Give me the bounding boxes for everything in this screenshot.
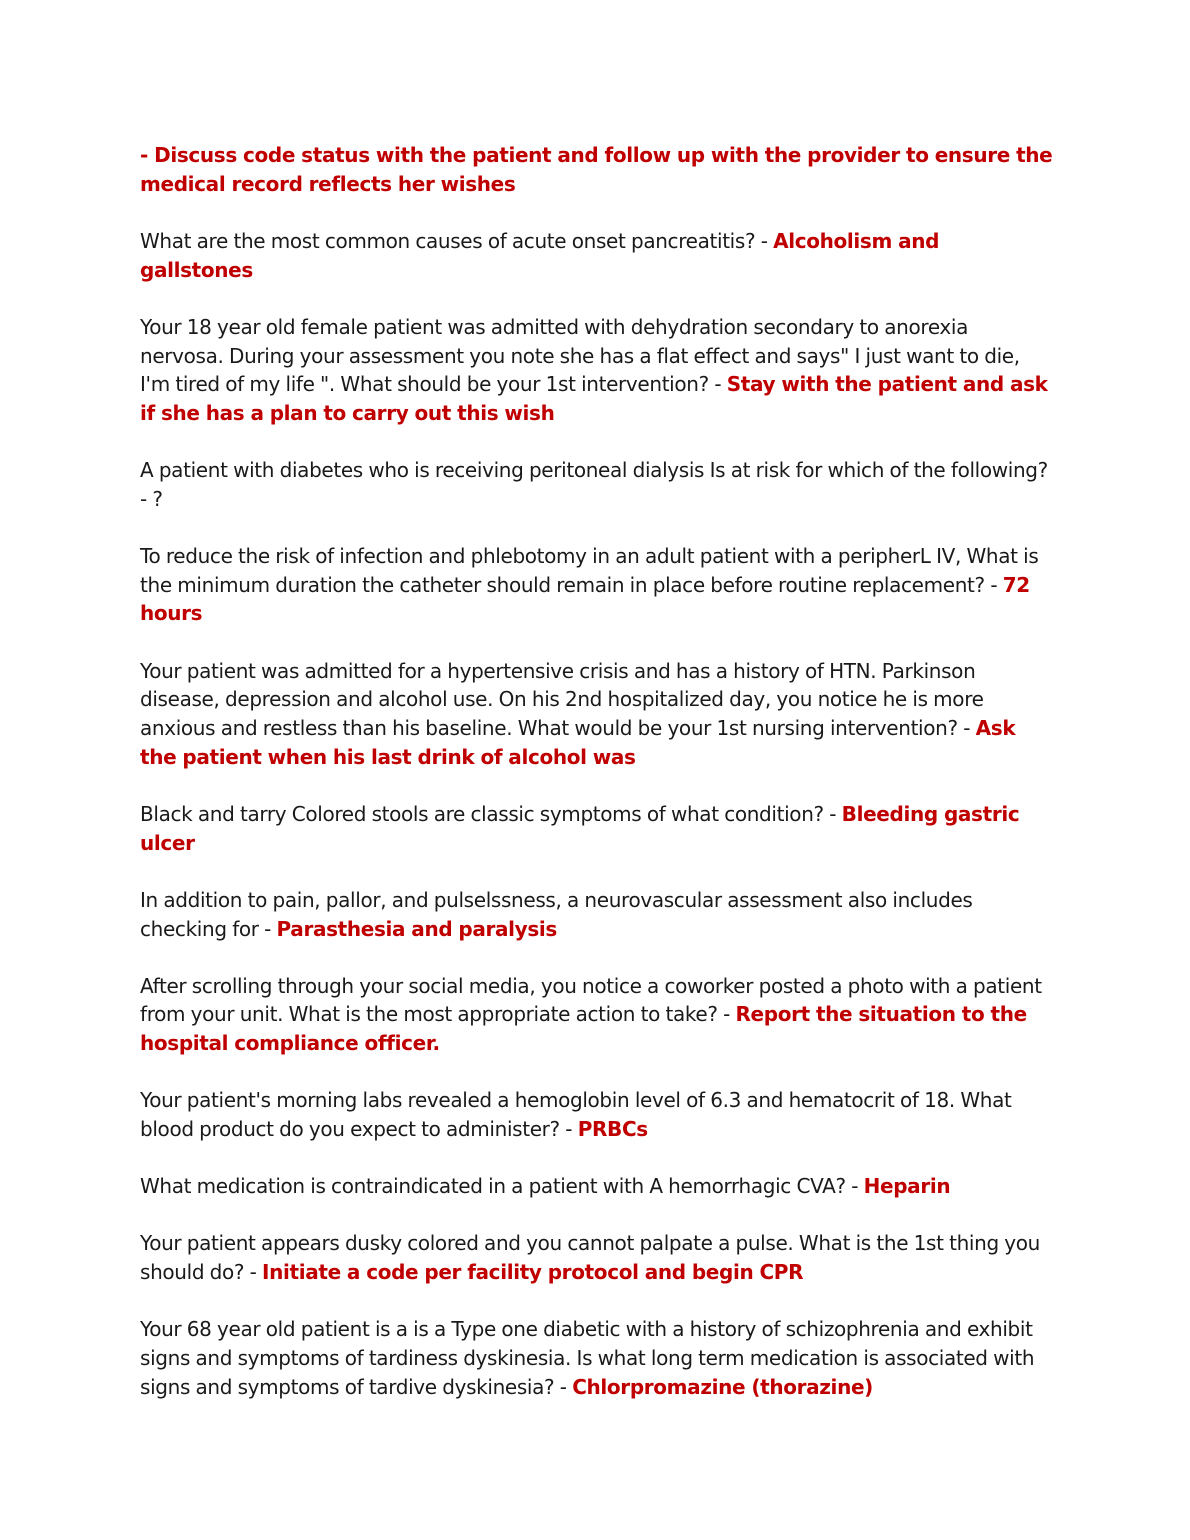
intro-answer-paragraph: [140, 141, 1055, 198]
qa-item-6: [140, 800, 1055, 857]
question-text: A patient with diabetes who is receiving peritoneal dialysis Is at risk for which of the following? - ?: [140, 458, 1048, 511]
qa-item-2: [140, 313, 1055, 428]
qa-item-4: [140, 542, 1055, 628]
answer-text: Parasthesia and paralysis: [276, 916, 557, 941]
qa-item-11: [140, 1229, 1055, 1286]
question-text: Your 68 year old patient is a is a Type one diabetic with a history of schizophrenia and exhibit signs and symptoms of tardiness dyskinesia. Is what long term medication is associated with signs and symptoms of tardive dyskinesia? -: [140, 1317, 1035, 1399]
qa-item-5: [140, 657, 1055, 772]
answer-text: Bleeding gastric ulcer: [140, 801, 1020, 855]
answer-text: Initiate a code per facility protocol and begin CPR: [262, 1260, 804, 1285]
qa-item-7: [140, 886, 1055, 943]
answer-text: Chlorpromazine (thorazine): [572, 1374, 873, 1399]
question-text: Your patient was admitted for a hypertensive crisis and has a history of HTN. Parkinson disease, depression and alcohol use. On his 2nd hospitalized day, you notice he is more anxious and restless than his baseline. What would be your 1st nursing intervention? -: [140, 658, 984, 741]
qa-item-8: [140, 972, 1055, 1058]
intro-answer: - Discuss code status with the patient and follow up with the provider to ensure the medical record reflects her wishes: [140, 143, 1053, 196]
qa-item-10: [140, 1172, 1055, 1201]
answer-text: 72 hours: [140, 572, 1030, 626]
answer-text: Heparin: [863, 1174, 951, 1199]
qa-item-3: [140, 456, 1055, 513]
question-text: In addition to pain, pallor, and pulselssness, a neurovascular assessment also includes checking for -: [140, 887, 973, 941]
question-text: To reduce the risk of infection and phlebotomy in an adult patient with a peripherL IV, What is the minimum duration the catheter should remain in place before routine replacement? -: [140, 544, 1039, 597]
document-page: [140, 141, 1055, 1430]
question-text: After scrolling through your social media, you notice a coworker posted a photo with a patient from your unit. What is the most appropriate action to take? -: [140, 973, 1042, 1027]
answer-text: Stay with the patient and ask if she has a plan to carry out this wish: [140, 372, 1048, 425]
question-text: Your 18 year old female patient was admitted with dehydration secondary to anorexia nervosa. During your assessment you note she has a flat effect and says" I just want to die, I'm tired of my life ". What should be your 1st intervention? -: [140, 314, 1020, 397]
question-text: Your patient's morning labs revealed a hemoglobin level of 6.3 and hematocrit of 18. What blood product do you expect to administer? -: [140, 1088, 1012, 1142]
question-text: What medication is contraindicated in a patient with A hemorrhagic CVA? -: [140, 1174, 864, 1199]
qa-item-1: [140, 227, 1055, 284]
answer-text: Alcoholism and gallstones: [140, 228, 940, 282]
question-text: Black and tarry Colored stools are classic symptoms of what condition? -: [140, 801, 842, 826]
answer-text: Report the situation to the hospital compliance officer.: [140, 1002, 1027, 1056]
qa-item-9: [140, 1086, 1055, 1143]
answer-text: Ask the patient when his last drink of alcohol was: [140, 716, 1016, 769]
question-text: What are the most common causes of acute onset pancreatitis? -: [140, 228, 774, 253]
qa-item-12: [140, 1315, 1055, 1401]
answer-text: PRBCs: [577, 1117, 648, 1142]
question-text: Your patient appears dusky colored and you cannot palpate a pulse. What is the 1st thing you should do? -: [140, 1231, 1040, 1285]
